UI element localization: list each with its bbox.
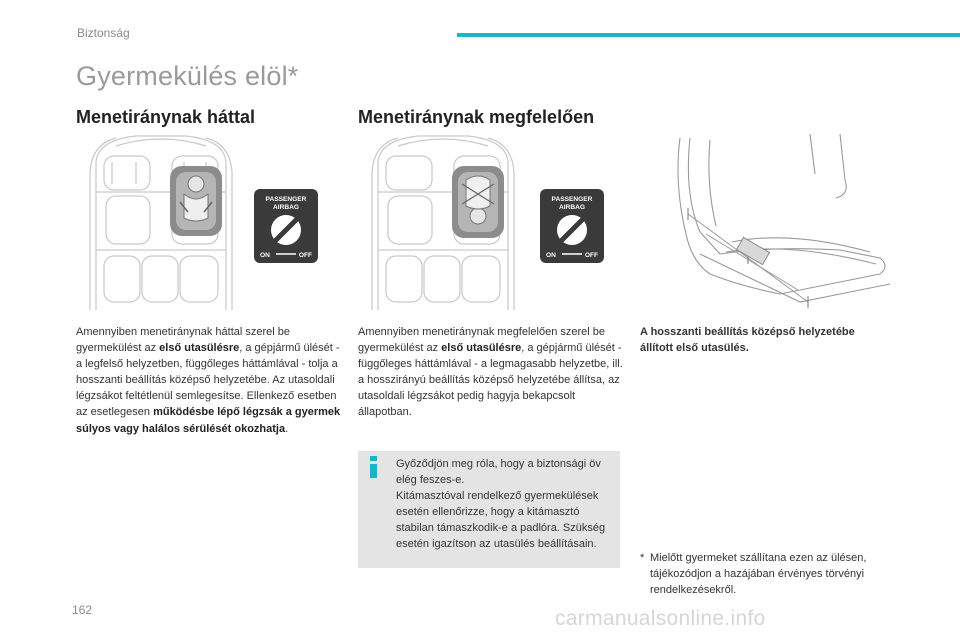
info-icon-dot — [370, 456, 377, 461]
header-accent-rule — [457, 33, 960, 37]
heading-rear-facing: Menetiránynak háttal — [76, 107, 256, 127]
page-number: 162 — [72, 603, 93, 617]
safety-note-text — [396, 456, 616, 553]
child-seat-forward-facing — [452, 166, 504, 238]
front-seat-illustration — [640, 134, 900, 312]
forward-facing-text-run: Amennyiben menetiránynak megfelelően szerel be gyermekülést az — [358, 326, 606, 355]
child-seat-rear-facing — [170, 166, 222, 236]
section-label: Biztonság — [77, 26, 130, 40]
watermark: carmanualsonline.info — [555, 607, 766, 630]
safety-note-line: Kitámasztóval rendelkező gyermekülések esetén ellenőrizze, hogy a kitámasztó stabilan támaszkodik-e a padlóra. Szükség esetén igazítson az utasülés beállításain. — [396, 490, 606, 551]
rear-facing-text-run: első utasülésre — [159, 342, 240, 355]
footnote-mark: * — [640, 552, 645, 564]
forward-facing-instructions — [358, 324, 623, 421]
footnote — [640, 550, 900, 598]
heading-forward-facing: Menetiránynak megfelelően — [358, 107, 595, 127]
rear-facing-text-run: , a gépjármű ülését - a legfelső helyzetben, függőleges háttámlával - tolja a hosszanti beállítás középső helyzetébe. Az utasoldali légzsákot feltétlenül semlegesítse. Ellenkező esetben az esetlegesen — [76, 342, 340, 419]
airbag-badge-off: OFF — [584, 252, 598, 259]
forward-facing-text-run: , a gépjármű ülését - függőleges háttámlával - a legmagasabb helyzetbe, ill. a hosszirányú beállítás középső helyzetébe állítsa, az utasoldali légzsákot pedig hagyja bekapcsolt állapotban. — [358, 342, 623, 419]
rear-facing-instructions — [76, 324, 346, 437]
page-title: Gyermekülés elöl* — [76, 61, 299, 91]
footnote-text: Mielőtt gyermeket szállítana ezen az ülésen, tájékozódjon a hazájában érvényes törvényi rendelkezésekről. — [650, 552, 867, 597]
rear-facing-text-run: . — [285, 422, 289, 435]
info-icon — [367, 456, 381, 478]
airbag-badge-title-line2: AIRBAG — [558, 204, 586, 211]
passenger-airbag-off-badge — [254, 189, 318, 263]
rear-facing-text-run: működésbe lépő légzsák a gyermek súlyos vagy halálos sérülését okozhatja — [76, 406, 341, 435]
airbag-badge-on: ON — [546, 252, 556, 259]
airbag-badge-title-line1: PASSENGER — [265, 196, 307, 203]
airbag-badge-off: OFF — [298, 252, 312, 259]
airbag-badge-title-line2: AIRBAG — [272, 204, 300, 211]
forward-facing-text-run: első utasülésre — [441, 342, 522, 355]
seat-position-caption: A hosszanti beállítás középső helyzetébe állított első utasülés. — [640, 326, 855, 355]
airbag-badge-on: ON — [260, 252, 270, 259]
info-icon-bar — [370, 464, 377, 478]
safety-note-line: Győződjön meg róla, hogy a biztonsági öv elég feszes-e. — [396, 458, 601, 487]
rear-facing-text-run: Amennyiben menetiránynak háttal szerel be gyermekülést az — [76, 326, 291, 355]
airbag-badge-title-line1: PASSENGER — [551, 196, 593, 203]
passenger-airbag-on-badge — [540, 189, 604, 263]
